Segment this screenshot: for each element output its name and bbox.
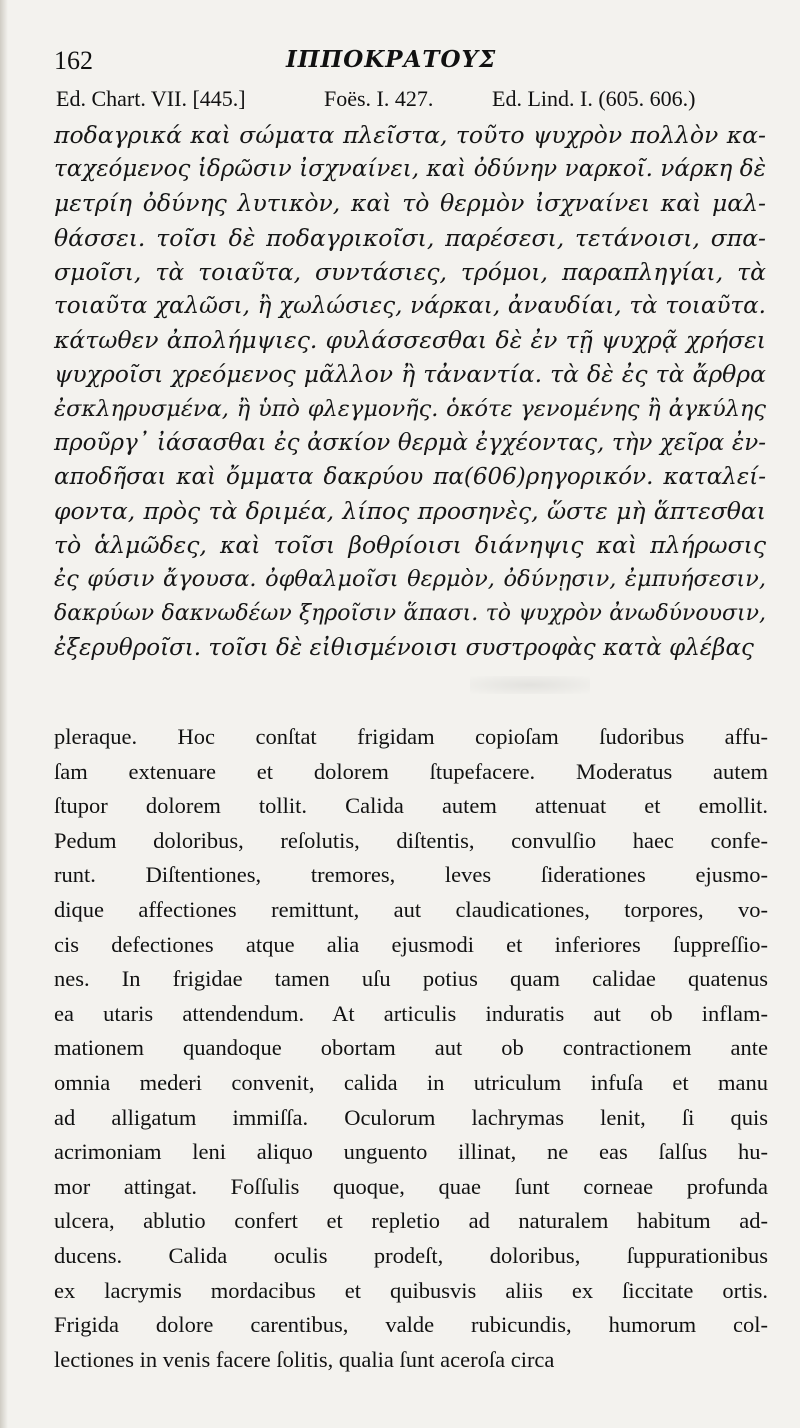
latin-line: mationem quandoque obortam aut ob contractionem ante [54, 1035, 768, 1061]
greek-line: τοιαῦτα χαλῶσι, ἢ χωλώσιες, νάρκαι, ἀναυδίαι, τὰ τοιαῦτα. [54, 292, 766, 319]
latin-line: lectiones in venis facere ſolitis, qualia ſunt aceroſa circa [54, 1346, 555, 1372]
edition-references [56, 86, 764, 118]
greek-line: φοντα, πρὸς τὰ δριμέα, λίπος προσηνὲς, ὥστε μὴ ἅπτεσθαι [54, 497, 766, 526]
edition-linden: Ed. Lind. I. (605. 606.) [492, 86, 696, 111]
greek-text [54, 118, 766, 665]
greek-line: μετρίη ὀδύνης λυτικὸν, καὶ τὸ θερμὸν ἰσχναίνει καὶ μαλ- [54, 189, 766, 218]
latin-line: ea utaris attendendum. At articulis induratis aut ob inflam- [54, 1000, 768, 1026]
latin-line: ex lacrymis mordacibus et quibusvis aliis ex ſiccitate ortis. [54, 1277, 768, 1303]
latin-translation [54, 720, 768, 1377]
greek-line: ἐξερυθροῖσι. τοῖσι δὲ εἰθισμένοισι συστροφὰς κατὰ φλέβας [54, 634, 754, 661]
greek-line: δακρύων δακνωδέων ξηροῖσιν ἅπασι. τὸ ψυχρὸν ἀνωδύνουσιν, [54, 600, 766, 626]
edition-chartier: Ed. Chart. VII. [445.] [56, 86, 246, 111]
latin-line: nes. In frigidae tamen uſu potius quam calidae quatenus [54, 966, 768, 992]
greek-line: ἐς φύσιν ἄγουσα. ὀφθαλμοῖσι θερμὸν, ὀδύνῃσιν, ἐμπυήσεσιν, [54, 566, 766, 593]
greek-line: σμοῖσι, τὰ τοιαῦτα, συντάσιες, τρόμοι, παραπληγίαι, τὰ [54, 257, 766, 286]
greek-line: ἐσκληρυσμένα, ἢ ὑπὸ φλεγμονῆς. ὁκότε γενομένης ἢ ἀγκύλης [54, 395, 766, 422]
latin-line: acrimoniam leni aliquo unguento illinat, ne eas ſalſus hu- [54, 1139, 768, 1165]
page-number: 162 [54, 46, 93, 75]
greek-line: ταχεόμενος ἱδρῶσιν ἰσχναίνει, καὶ ὀδύνην ναρκοῖ. νάρκη δὲ [54, 156, 766, 183]
latin-line: ſam extenuare et dolorem ſtupefacere. Moderatus autem [54, 758, 768, 784]
latin-line: cis defectiones atque alia ejusmodi et inferiores ſuppreſſio- [54, 931, 768, 957]
latin-line: mor attingat. Foſſulis quoque, quae ſunt corneae profunda [54, 1173, 768, 1199]
running-head [54, 40, 760, 80]
greek-line: κάτωθεν ἀπολήμψιες. φυλάσσεσθαι δὲ ἐν τῇ ψυχρᾷ χρήσει [54, 326, 766, 355]
latin-line: ſtupor dolorem tollit. Calida autem attenuat et emollit. [54, 793, 768, 819]
latin-line: ducens. Calida oculis prodeſt, doloribus, ſuppurationibus [54, 1242, 768, 1268]
latin-line: ulcera, ablutio confert et repletio ad naturalem habitum ad- [54, 1208, 768, 1234]
greek-line: αποδῆσαι καὶ ὄμματα δακρύου πα(606)ρηγορικόν. καταλεί- [54, 463, 766, 490]
greek-line: προῦργ᾽ ἰάσασθαι ἐς ἀσκίον θερμὰ ἐγχέοντας, τὴν χεῖρα ἐν- [54, 429, 766, 456]
latin-line: omnia mederi convenit, calida in utriculum infuſa et manu [54, 1069, 768, 1095]
latin-line: Frigida dolore carentibus, valde rubicundis, humorum col- [54, 1312, 768, 1338]
latin-line: dique affectiones remittunt, aut claudicationes, torpores, vo- [54, 896, 768, 922]
greek-line: ποδαγρικά καὶ σώματα πλεῖστα, τοῦτο ψυχρὸν πολλὸν κα- [54, 121, 766, 149]
greek-line: θάσσει. τοῖσι δὲ ποδαγρικοῖσι, παρέσεσι, τετάνοισι, σπα- [54, 223, 766, 252]
edition-foes: Foës. I. 427. [324, 86, 434, 111]
latin-line: runt. Diſtentiones, tremores, leves ſiderationes ejusmo- [54, 862, 768, 888]
greek-line: τὸ ἁλμῶδες, καὶ τοῖσι βοθρίοισι διάνηψις καὶ πλήρωσις [54, 531, 766, 560]
page-smudge [470, 676, 590, 694]
running-title: ΙΠΠΟΚΡΑΤΟΥΣ [286, 46, 497, 73]
latin-line: pleraque. Hoc conſtat frigidam copioſam ſudoribus affu- [54, 724, 768, 749]
latin-line: ad alligatum immiſſa. Oculorum lachrymas lenit, ſi quis [54, 1104, 768, 1130]
latin-line: Pedum doloribus, reſolutis, diſtentis, convulſio haec confe- [54, 827, 768, 853]
greek-line: ψυχροῖσι χρεόμενος μᾶλλον ἢ τἀναντία. τὰ δὲ ἐς τὰ ἄρθρα [54, 360, 766, 389]
